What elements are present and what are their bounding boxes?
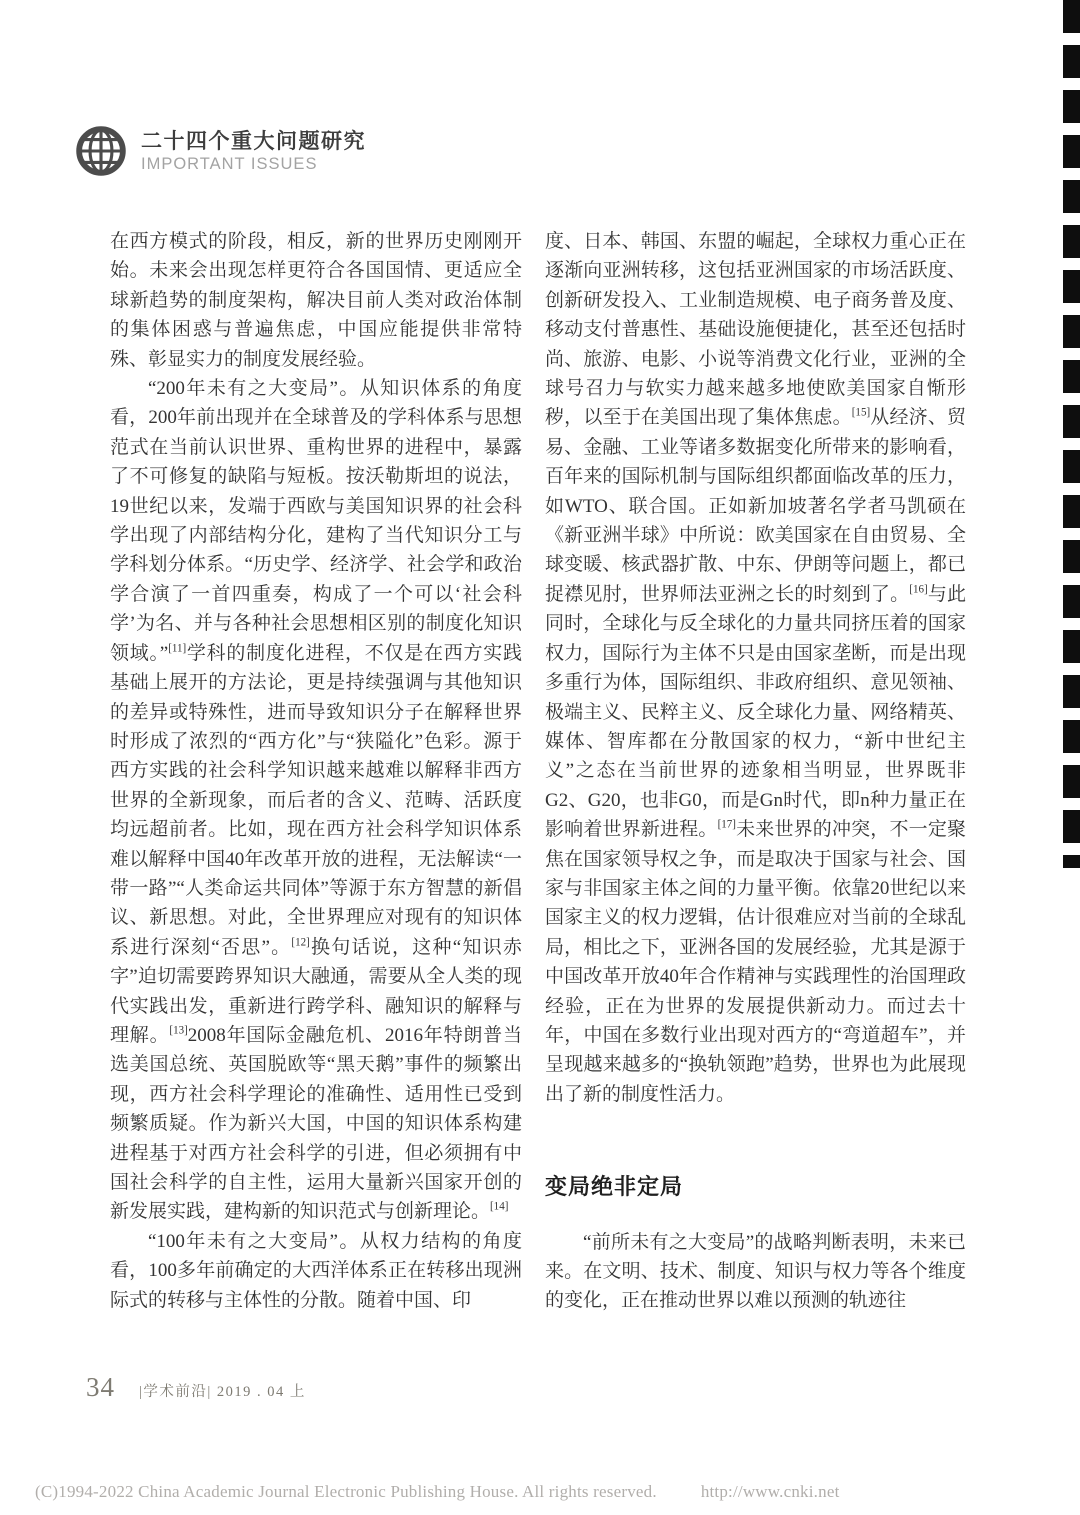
paragraph: “200年未有之大变局”。从知识体系的角度看，200年前出现并在全球普及的学科体系与思想范式在当前认识世界、重构世界的进程中，暴露了不可修复的缺陷与短板。按沃勒斯坦的说法，19世纪以来，发端于西欧与美国知识界的社会科学出现了内部结构分化，建构了当代知识分工与学科划分体系。“历史学、经济学、社会学和政治学合演了一首四重奏，构成了一个可以‘社会科学’为名、并与各种社会思想相区别的制度化知识领域。”[11]学科的制度化进程，不仅是在西方实践基础上展开的方法论，更是持续强调与其他知识的差异或特殊性，进而导致知识分子在解释世界时形成了浓烈的“西方化”与“狭隘化”色彩。源于西方实践的社会科学知识越来越难以解释非西方世界的全新现象，而后者的含义、范畴、活跃度均远超前者。比如，现在西方社会科学知识体系难以解释中国40年改革开放的进程，无法解读“一带一路”“人类命运共同体”等源于东方智慧的新倡议、新思想。对此，全世界理应对现有的知识体系进行深刻“否思”。[12]换句话说，这种“知识赤字”迫切需要跨界知识大融通，需要从全人类的现代实践出发，重新进行跨学科、融知识的解释与理解。[13]2008年国际金融危机、2016年特朗普当选美国总统、英国脱欧等“黑天鹅”事件的频繁出现，西方社会科学理论的准确性、适用性已受到频繁质疑。作为新兴大国，中国的知识体系构建进程基于对西方社会科学的引进，但必须拥有中国社会科学的自主性，运用大量新兴国家开创的新发展实践，建构新的知识范式与创新理论。[14] bbox=[110, 378, 522, 1223]
paragraph: “前所未有之大变局”的战略判断表明，未来已来。在文明、技术、制度、知识与权力等各个维度的变化，正在推动世界以难以预测的轨迹往 bbox=[545, 1231, 966, 1312]
paragraph: “100年未有之大变局”。从权力结构的角度看，100多年前确定的大西洋体系正在转移出现洲际式的转移与主体性的分散。随着中国、印 bbox=[110, 1230, 522, 1311]
page-number: 34 bbox=[86, 1372, 115, 1402]
section-title-cn: 二十四个重大问题研究 bbox=[141, 128, 366, 153]
article-right-column bbox=[545, 227, 966, 1316]
copyright-url: http://www.cnki.net bbox=[700, 1482, 840, 1501]
copyright-text: (C)1994-2022 China Academic Journal Electronic Publishing House. All rights reserved. bbox=[35, 1482, 657, 1501]
journal-info: |学术前沿| 2019 . 04 上 bbox=[139, 1384, 306, 1400]
section-title-block bbox=[141, 128, 366, 174]
paragraph: 度、日本、韩国、东盟的崛起，全球权力重心正在逐渐向亚洲转移，这包括亚洲国家的市场活跃度、创新研发投入、工业制造规模、电子商务普及度、移动支付普惠性、基础设施便捷化，甚至还包括时尚、旅游、电影、小说等消费文化行业，亚洲的全球号召力与软实力越来越多地使欧美国家自惭形秽，以至于在美国出现了集体焦虑。[15]从经济、贸易、金融、工业等诸多数据变化所带来的影响看，百年来的国际机制与国际组织都面临改革的压力，如WTO、联合国。正如新加坡著名学者马凯硕在《新亚洲半球》中所说：欧美国家在自由贸易、全球变暖、核武器扩散、中东、伊朗等问题上，都已捉襟见肘，世界师法亚洲之长的时刻到了。[16]与此同时，全球化与反全球化的力量共同挤压着的国家权力，国际行为主体不只是由国家垄断，而是出现多重行为体，国际组织、非政府组织、意见领袖、极端主义、民粹主义、反全球化力量、网络精英、媒体、智库都在分散国家的权力，“新中世纪主义”之态在当前世界的迹象相当明显，世界既非G2、G20，也非G0，而是Gn时代，即n种力量正在影响着世界新进程。[17]未来世界的冲突，不一定聚焦在国家领导权之争，而是取决于国家与社会、国家与非国家主体之间的力量平衡。依靠20世纪以来国家主义的权力逻辑，估计很难应对当前的全球乱局，相比之下，亚洲各国的发展经验，尤其是源于中国改革开放40年合作精神与实践理性的治国理政经验，正在为世界的发展提供新动力。而过去十年，中国在多数行业出现对西方的“弯道超车”，并呈现越来越多的“换轨领跑”趋势，世界也为此展现出了新的制度性活力。 bbox=[545, 231, 966, 1105]
globe-icon bbox=[76, 126, 126, 176]
paragraph: 在西方模式的阶段，相反，新的世界历史刚刚开始。未来会出现怎样更符合各国国情、更适应全球新趋势的制度架构，解决目前人类对政治体制的集体困惑与普遍焦虑，中国应能提供非常特殊、彰显实力的制度发展经验。 bbox=[110, 231, 522, 370]
article-left-column bbox=[110, 227, 522, 1315]
scan-edge-marks bbox=[1063, 0, 1080, 868]
folio-footer bbox=[86, 1372, 306, 1403]
copyright-bar bbox=[35, 1482, 840, 1502]
section-header bbox=[76, 126, 366, 176]
section-title-en: IMPORTANT ISSUES bbox=[141, 155, 318, 174]
section-heading: 变局绝非定局 bbox=[545, 1174, 684, 1200]
